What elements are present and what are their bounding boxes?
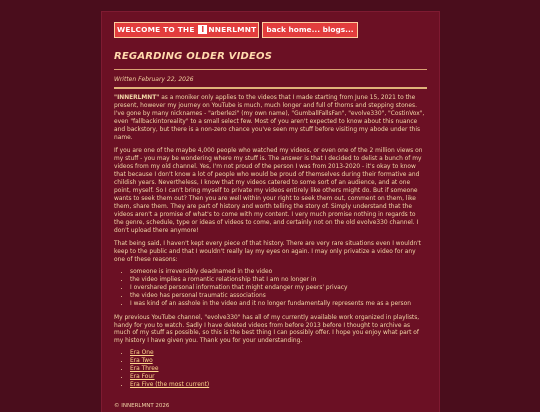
- era-item[interactable]: [130, 374, 427, 382]
- era-item[interactable]: [130, 358, 427, 366]
- era-link[interactable]: Era Four: [130, 374, 155, 380]
- era-link[interactable]: Era Three: [130, 366, 159, 373]
- list-item: • the video implies a romantic relationship that I am no longer in: [130, 277, 427, 285]
- post-date: Written February 22, 2026: [114, 76, 194, 83]
- date-divider: [114, 87, 427, 89]
- era-item[interactable]: [130, 350, 427, 358]
- eras-list: [114, 350, 427, 390]
- list-item: • the video has personal traumatic associations: [130, 293, 427, 301]
- back-home-link[interactable]: back home... blogs...: [262, 22, 357, 38]
- paragraph-delisting: If you are one of the maybe 4,000 people who watched my videos, or even one of the 2 million views on my stuff - you may be wondering where my stuff is. The answer is that I decided to delist a bunch of my videos from my old channel. Yes, I'm not proud of the person I was from 2013-2020 - it's okay to know that because I don't know a lot of people who would be proud of themselves during their formative and childish years. Nevertheless, I know that my videos catered to some sort of an audience, and at one point, myself. So I can't bring myself to private my videos entirely like others might do. But if someone wants to seek them out? Then you are well within your right to seek them out, comment on them, like them, share them. They are part of history and worth telling the story of. Simply understand that the videos aren't a promise of what's to come with my content. I very much promise nothing in regards to the genre, schedule, type or ideas of videos to come, and certainly not on the old evolve330 channel. I don't upload there anymore!: [114, 148, 423, 234]
- list-item: • I was kind of an asshole in the video and it no longer fundamentally represents me as a person: [130, 301, 427, 309]
- welcome-text: WELCOME TO THE: [117, 24, 195, 34]
- paragraph-intro: [114, 95, 427, 142]
- logo-icon: I: [198, 25, 207, 34]
- list-item: • someone is irreversibly deadnamed in the video: [130, 269, 427, 277]
- moniker-bold: "INNERLMNT": [114, 95, 160, 101]
- title-divider: [114, 69, 427, 70]
- page-panel: [102, 12, 439, 412]
- paragraph-intro-text: as a moniker only applies to the videos that I made starting from June 15, 2021 to the present, however my journey on YouTube is much, much longer and full of thorns and stepping stones. I've gone by many nicknames - "arberlezi" (my own name), "GumballFallsFan", "evolve330", "CostinVox", even "fallbackintoreality" to a small select few. Most of you aren't expected to know about this nuance and backstory, but there is a non-zero chance you've seen my stuff before visiting my abode under this name.: [114, 95, 425, 141]
- site-title-banner: [114, 22, 259, 38]
- site-banner: [114, 22, 427, 37]
- post-title: REGARDING OLDER VIDEOS: [114, 51, 273, 62]
- site-name: NNERLMNT: [208, 24, 257, 34]
- era-item[interactable]: [130, 366, 427, 374]
- era-item[interactable]: [130, 382, 427, 390]
- list-item: • I overshared personal information that might endanger my peers' privacy: [130, 285, 427, 293]
- paragraph-channel: My previous YouTube channel, "evolve330" has all of my currently available work organized in playlists, handy for you to watch. Sadly I have deleted videos from before 2013 before I thought to archive as much of my stuff as possible, so this is the best thing I can possibly offer. I hope you enjoy what part of my history I have given you. Thank you for your understanding.: [114, 314, 420, 345]
- footer-copyright: © INNERLMNT 2026: [114, 402, 170, 409]
- era-link[interactable]: Era Five (the most current): [130, 381, 210, 388]
- era-link[interactable]: Era One: [130, 350, 154, 357]
- reasons-list: [114, 269, 427, 309]
- paragraph-privatize: That being said, I haven't kept every piece of that history. There are very rare situations even I wouldn't keep to the public and that I wouldn't really lay my eyes on again. I may only privatize a video for any one of these reasons:: [114, 241, 421, 264]
- era-link[interactable]: Era Two: [130, 358, 153, 365]
